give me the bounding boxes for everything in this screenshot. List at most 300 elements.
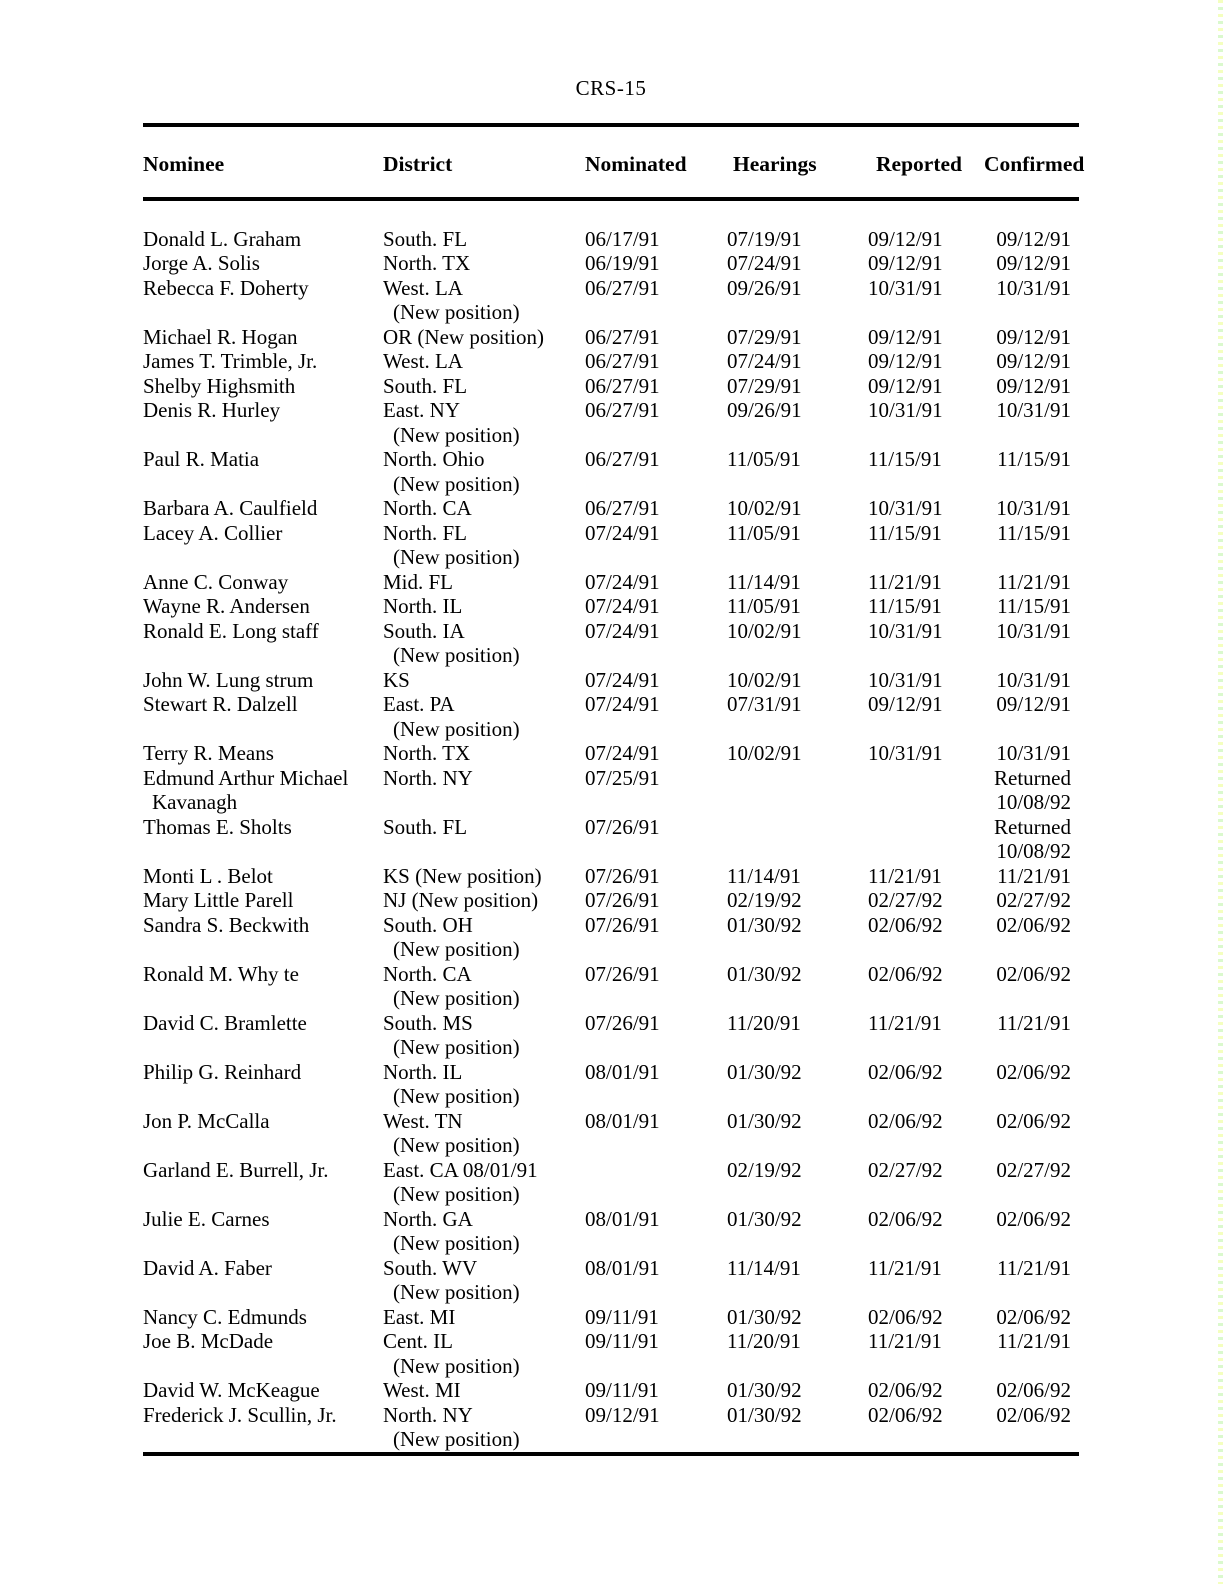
cell-line: 10/31/91 xyxy=(868,741,943,765)
table-row xyxy=(143,349,1079,374)
cell-line: 02/06/92 xyxy=(996,1206,1071,1231)
cell-line: 10/31/91 xyxy=(868,398,943,422)
cell-confirmed xyxy=(984,668,1079,693)
cell-line: 07/25/91 xyxy=(585,765,660,790)
scan-edge-artifact xyxy=(1218,0,1223,1584)
cell-line: Julie E. Carnes xyxy=(143,1206,270,1231)
cell-nominee xyxy=(143,251,383,276)
cell-reported xyxy=(868,1207,984,1256)
cell-line: (New position) xyxy=(393,471,520,496)
table-row xyxy=(143,619,1079,668)
cell-reported xyxy=(868,496,984,521)
cell-line: North. GA xyxy=(383,1206,473,1231)
cell-line: Edmund Arthur Michael xyxy=(143,765,349,790)
cell-hearings xyxy=(727,741,868,766)
cell-line: 11/15/91 xyxy=(997,594,1071,618)
cell-hearings xyxy=(727,276,868,325)
cell-nominee xyxy=(143,766,383,815)
cell-line: 10/31/91 xyxy=(996,275,1071,300)
column-header-confirmed: Confirmed xyxy=(984,125,1079,199)
table-row xyxy=(143,325,1079,350)
cell-line: 11/21/91 xyxy=(868,1255,942,1280)
table-body xyxy=(143,199,1079,1454)
cell-reported xyxy=(868,668,984,693)
cell-nominee xyxy=(143,619,383,668)
table-row xyxy=(143,766,1079,815)
cell-reported xyxy=(868,1378,984,1403)
cell-line: Ronald E. Long staff xyxy=(143,618,319,643)
cell-district xyxy=(383,668,585,693)
cell-line: 09/12/91 xyxy=(996,373,1071,398)
cell-line: 06/27/91 xyxy=(585,447,660,471)
cell-nominee xyxy=(143,741,383,766)
cell-reported xyxy=(868,1256,984,1305)
cell-nominated xyxy=(585,251,727,276)
cell-nominated xyxy=(585,276,727,325)
cell-line: Ronald M. Why te xyxy=(143,961,299,986)
cell-reported xyxy=(868,447,984,496)
cell-line: Denis R. Hurley xyxy=(143,398,281,422)
cell-line: 11/14/91 xyxy=(727,569,801,594)
cell-reported xyxy=(868,276,984,325)
cell-nominated xyxy=(585,594,727,619)
cell-reported xyxy=(868,619,984,668)
cell-line: 06/27/91 xyxy=(585,496,660,520)
cell-nominated xyxy=(585,1060,727,1109)
cell-district xyxy=(383,276,585,325)
cell-nominee xyxy=(143,1256,383,1305)
cell-district xyxy=(383,766,585,815)
cell-line: North. TX xyxy=(383,251,471,275)
cell-line: 11/21/91 xyxy=(997,1010,1071,1035)
cell-district xyxy=(383,864,585,889)
cell-line: East. CA 08/01/91 xyxy=(383,1157,538,1182)
cell-hearings xyxy=(727,1060,868,1109)
cell-nominee xyxy=(143,570,383,595)
table-row xyxy=(143,692,1079,741)
cell-nominated xyxy=(585,349,727,374)
cell-line: 11/15/91 xyxy=(868,520,942,545)
cell-line: 09/12/91 xyxy=(996,349,1071,373)
cell-nominee xyxy=(143,447,383,496)
cell-line: East. MI xyxy=(383,1304,456,1329)
cell-line: 10/31/91 xyxy=(868,667,943,692)
cell-nominated xyxy=(585,1011,727,1060)
cell-line: David C. Bramlette xyxy=(143,1010,307,1035)
cell-line: North. FL xyxy=(383,520,467,545)
cell-hearings xyxy=(727,766,868,815)
cell-line: Lacey A. Collier xyxy=(143,520,283,545)
cell-reported xyxy=(868,766,984,815)
cell-line: (New position) xyxy=(393,1280,520,1304)
cell-nominated xyxy=(585,692,727,741)
cell-hearings xyxy=(727,962,868,1011)
cell-line: 02/06/92 xyxy=(868,1059,943,1084)
cell-nominee xyxy=(143,1158,383,1207)
cell-reported xyxy=(868,692,984,741)
cell-nominee xyxy=(143,496,383,521)
cell-line: 02/06/92 xyxy=(996,961,1071,986)
cell-line: North. TX xyxy=(383,741,471,765)
cell-hearings xyxy=(727,496,868,521)
cell-reported xyxy=(868,374,984,399)
cell-district xyxy=(383,349,585,374)
header-row xyxy=(143,125,1079,199)
cell-nominee xyxy=(143,199,383,252)
cell-line: KS xyxy=(383,667,410,692)
cell-line: 07/24/91 xyxy=(585,594,660,618)
cell-nominated xyxy=(585,888,727,913)
cell-reported xyxy=(868,1109,984,1158)
cell-confirmed xyxy=(984,251,1079,276)
table-row xyxy=(143,447,1079,496)
cell-line: 02/27/92 xyxy=(996,888,1071,912)
cell-district xyxy=(383,1158,585,1207)
table-row xyxy=(143,1109,1079,1158)
cell-nominee xyxy=(143,594,383,619)
cell-line: 06/27/91 xyxy=(585,324,660,349)
cell-line: OR (New position) xyxy=(383,324,544,349)
cell-reported xyxy=(868,741,984,766)
cell-nominee xyxy=(143,349,383,374)
cell-nominated xyxy=(585,668,727,693)
cell-line: 11/14/91 xyxy=(727,863,801,888)
cell-confirmed xyxy=(984,1060,1079,1109)
cell-line: 02/06/92 xyxy=(868,1378,943,1402)
cell-line: (New position) xyxy=(393,300,520,324)
cell-nominee xyxy=(143,888,383,913)
cell-line: (New position) xyxy=(393,1035,520,1059)
cell-nominee xyxy=(143,1011,383,1060)
cell-hearings xyxy=(727,1305,868,1330)
cell-line: North. IL xyxy=(383,594,463,618)
cell-line: Rebecca F. Doherty xyxy=(143,275,309,300)
cell-line: 07/24/91 xyxy=(585,569,660,594)
cell-nominated xyxy=(585,199,727,252)
cell-nominee xyxy=(143,398,383,447)
cell-district xyxy=(383,447,585,496)
cell-nominated xyxy=(585,496,727,521)
cell-line: 06/17/91 xyxy=(585,226,660,251)
cell-line: 06/27/91 xyxy=(585,349,660,373)
cell-confirmed xyxy=(984,913,1079,962)
cell-reported xyxy=(868,888,984,913)
cell-district xyxy=(383,570,585,595)
cell-reported xyxy=(868,199,984,252)
cell-line: 09/12/91 xyxy=(868,251,943,275)
cell-reported xyxy=(868,594,984,619)
cell-nominee xyxy=(143,913,383,962)
table-row xyxy=(143,668,1079,693)
cell-nominee xyxy=(143,1060,383,1109)
cell-line: 09/12/91 xyxy=(868,692,943,716)
cell-line: 11/20/91 xyxy=(727,1010,801,1035)
cell-nominated xyxy=(585,1256,727,1305)
table-row xyxy=(143,496,1079,521)
cell-line: 02/06/92 xyxy=(868,1402,943,1427)
cell-line: (New position) xyxy=(393,937,520,961)
cell-line: 10/31/91 xyxy=(868,275,943,300)
cell-hearings xyxy=(727,668,868,693)
cell-line: 09/12/91 xyxy=(868,226,943,251)
cell-hearings xyxy=(727,251,868,276)
cell-confirmed xyxy=(984,619,1079,668)
cell-confirmed xyxy=(984,888,1079,913)
cell-line: 01/30/92 xyxy=(727,1402,802,1427)
cell-line: Barbara A. Caulfield xyxy=(143,496,318,520)
cell-nominee xyxy=(143,864,383,889)
cell-line: Nancy C. Edmunds xyxy=(143,1304,307,1329)
cell-hearings xyxy=(727,692,868,741)
cell-confirmed xyxy=(984,1378,1079,1403)
cell-line: Stewart R. Dalzell xyxy=(143,692,298,716)
cell-line: 02/06/92 xyxy=(996,1378,1071,1402)
cell-line: Kavanagh xyxy=(152,790,238,814)
cell-confirmed xyxy=(984,1305,1079,1330)
cell-line: 07/26/91 xyxy=(585,1010,660,1035)
cell-confirmed xyxy=(984,962,1079,1011)
cell-line: 11/21/91 xyxy=(868,569,942,594)
cell-line: 11/21/91 xyxy=(997,1329,1071,1353)
cell-hearings xyxy=(727,374,868,399)
cell-line: 02/27/92 xyxy=(868,888,943,912)
cell-line: 10/31/91 xyxy=(996,398,1071,422)
cell-district xyxy=(383,1329,585,1378)
cell-line: 09/12/91 xyxy=(996,251,1071,275)
cell-nominated xyxy=(585,570,727,595)
cell-district xyxy=(383,325,585,350)
cell-line: 07/26/91 xyxy=(585,863,660,888)
table-row xyxy=(143,1256,1079,1305)
cell-line: North. CA xyxy=(383,961,472,986)
cell-line: 02/06/92 xyxy=(868,912,943,937)
cell-line: (New position) xyxy=(393,545,520,569)
cell-line: 07/29/91 xyxy=(727,324,802,349)
cell-district xyxy=(383,888,585,913)
cell-reported xyxy=(868,1403,984,1454)
cell-hearings xyxy=(727,199,868,252)
table-row xyxy=(143,594,1079,619)
cell-confirmed xyxy=(984,766,1079,815)
cell-district xyxy=(383,962,585,1011)
cell-confirmed xyxy=(984,1256,1079,1305)
cell-nominee xyxy=(143,1305,383,1330)
cell-district xyxy=(383,1011,585,1060)
cell-line: 06/27/91 xyxy=(585,398,660,422)
cell-reported xyxy=(868,1158,984,1207)
cell-line: 08/01/91 xyxy=(585,1255,660,1280)
cell-line: Monti L . Belot xyxy=(143,863,273,888)
cell-district xyxy=(383,1207,585,1256)
cell-line: 10/31/91 xyxy=(996,667,1071,692)
table-row xyxy=(143,1378,1079,1403)
column-header-reported: Reported xyxy=(868,125,984,199)
cell-confirmed xyxy=(984,199,1079,252)
table-row xyxy=(143,913,1079,962)
cell-line: 10/31/91 xyxy=(996,618,1071,643)
cell-line: West. LA xyxy=(383,349,463,373)
cell-nominated xyxy=(585,741,727,766)
cell-reported xyxy=(868,349,984,374)
cell-line: Thomas E. Sholts xyxy=(143,814,292,839)
table-row xyxy=(143,1207,1079,1256)
cell-line: 11/20/91 xyxy=(727,1329,801,1353)
cell-confirmed xyxy=(984,692,1079,741)
cell-line: 10/31/91 xyxy=(996,741,1071,765)
cell-line: 02/06/92 xyxy=(868,1304,943,1329)
cell-line: 02/27/92 xyxy=(996,1157,1071,1182)
cell-line: 09/11/91 xyxy=(585,1304,659,1329)
cell-confirmed xyxy=(984,1403,1079,1454)
cell-district xyxy=(383,398,585,447)
cell-district xyxy=(383,1060,585,1109)
cell-line: 09/11/91 xyxy=(585,1378,659,1402)
cell-line: 07/24/91 xyxy=(727,349,802,373)
cell-line: 01/30/92 xyxy=(727,912,802,937)
cell-line: 07/26/91 xyxy=(585,961,660,986)
cell-nominee xyxy=(143,1329,383,1378)
cell-line: John W. Lung strum xyxy=(143,667,314,692)
cell-district xyxy=(383,594,585,619)
cell-nominee xyxy=(143,668,383,693)
cell-line: 10/02/91 xyxy=(727,667,802,692)
table-row xyxy=(143,1158,1079,1207)
cell-district xyxy=(383,496,585,521)
cell-nominee xyxy=(143,1207,383,1256)
cell-line: 08/01/91 xyxy=(585,1108,660,1133)
cell-nominated xyxy=(585,766,727,815)
cell-confirmed xyxy=(984,447,1079,496)
cell-line: 11/21/91 xyxy=(997,863,1071,888)
cell-reported xyxy=(868,1305,984,1330)
cell-line: 07/24/91 xyxy=(585,618,660,643)
cell-line: 09/12/91 xyxy=(996,226,1071,251)
cell-line: West. LA xyxy=(383,275,463,300)
cell-line: West. MI xyxy=(383,1378,461,1402)
cell-district xyxy=(383,1378,585,1403)
cell-hearings xyxy=(727,447,868,496)
cell-line: 11/15/91 xyxy=(997,447,1071,471)
cell-line: Shelby Highsmith xyxy=(143,373,296,398)
cell-line: 01/30/92 xyxy=(727,1059,802,1084)
cell-nominee xyxy=(143,962,383,1011)
cell-line: 11/21/91 xyxy=(997,569,1071,594)
cell-nominee xyxy=(143,815,383,864)
table-row xyxy=(143,251,1079,276)
cell-line: North. NY xyxy=(383,1402,473,1427)
cell-nominated xyxy=(585,619,727,668)
cell-line: 09/12/91 xyxy=(868,373,943,398)
column-header-nominated: Nominated xyxy=(585,125,727,199)
cell-line: 11/05/91 xyxy=(727,594,801,618)
cell-nominated xyxy=(585,398,727,447)
table-row xyxy=(143,276,1079,325)
cell-line: (New position) xyxy=(393,1084,520,1108)
cell-hearings xyxy=(727,325,868,350)
cell-line: Paul R. Matia xyxy=(143,447,260,471)
table-row xyxy=(143,888,1079,913)
cell-hearings xyxy=(727,1256,868,1305)
cell-district xyxy=(383,251,585,276)
column-header-hearings: Hearings xyxy=(727,125,868,199)
cell-hearings xyxy=(727,521,868,570)
cell-line: (New position) xyxy=(393,1231,520,1255)
cell-reported xyxy=(868,570,984,595)
cell-district xyxy=(383,741,585,766)
cell-line: Jorge A. Solis xyxy=(143,251,260,275)
cell-line: 01/30/92 xyxy=(727,1304,802,1329)
cell-nominated xyxy=(585,1305,727,1330)
cell-line: 07/24/91 xyxy=(727,251,802,275)
cell-line: 09/26/91 xyxy=(727,398,802,422)
cell-reported xyxy=(868,1060,984,1109)
cell-line: North. CA xyxy=(383,496,472,520)
cell-line: 01/30/92 xyxy=(727,1108,802,1133)
cell-line: (New position) xyxy=(393,1182,520,1206)
cell-line: 11/21/91 xyxy=(868,1010,942,1035)
cell-confirmed xyxy=(984,1207,1079,1256)
cell-hearings xyxy=(727,398,868,447)
cell-line: 07/26/91 xyxy=(585,912,660,937)
cell-line: David A. Faber xyxy=(143,1255,272,1280)
cell-hearings xyxy=(727,1378,868,1403)
cell-line: 10/08/92 xyxy=(996,839,1071,863)
cell-district xyxy=(383,692,585,741)
cell-hearings xyxy=(727,594,868,619)
cell-line: Anne C. Conway xyxy=(143,569,289,594)
cell-hearings xyxy=(727,1158,868,1207)
cell-district xyxy=(383,199,585,252)
cell-line: Mary Little Parell xyxy=(143,888,294,912)
table-row xyxy=(143,1305,1079,1330)
cell-line: David W. McKeague xyxy=(143,1378,320,1402)
column-header-district: District xyxy=(383,125,585,199)
cell-line: Garland E. Burrell, Jr. xyxy=(143,1157,329,1182)
cell-line: East. PA xyxy=(383,692,455,716)
cell-confirmed xyxy=(984,570,1079,595)
cell-line: 07/24/91 xyxy=(585,692,660,716)
cell-line: 07/26/91 xyxy=(585,888,660,912)
cell-confirmed xyxy=(984,594,1079,619)
cell-confirmed xyxy=(984,1158,1079,1207)
cell-nominated xyxy=(585,913,727,962)
table-row xyxy=(143,398,1079,447)
cell-confirmed xyxy=(984,349,1079,374)
cell-confirmed xyxy=(984,374,1079,399)
cell-confirmed xyxy=(984,276,1079,325)
cell-district xyxy=(383,1109,585,1158)
cell-line: East. NY xyxy=(383,398,460,422)
cell-line: 02/06/92 xyxy=(996,912,1071,937)
cell-reported xyxy=(868,398,984,447)
cell-district xyxy=(383,521,585,570)
table-row xyxy=(143,1060,1079,1109)
cell-line: West. TN xyxy=(383,1108,463,1133)
cell-nominee xyxy=(143,692,383,741)
cell-hearings xyxy=(727,1207,868,1256)
cell-line: Frederick J. Scullin, Jr. xyxy=(143,1402,337,1427)
column-header-nominee: Nominee xyxy=(143,125,383,199)
cell-line: 11/21/91 xyxy=(997,1255,1071,1280)
cell-hearings xyxy=(727,1011,868,1060)
cell-line: 02/06/92 xyxy=(868,1108,943,1133)
table-row xyxy=(143,199,1079,252)
table-row xyxy=(143,864,1079,889)
cell-line: James T. Trimble, Jr. xyxy=(143,349,318,373)
cell-confirmed xyxy=(984,815,1079,864)
cell-line: (New position) xyxy=(393,1353,520,1378)
cell-line: (New position) xyxy=(393,1427,520,1451)
